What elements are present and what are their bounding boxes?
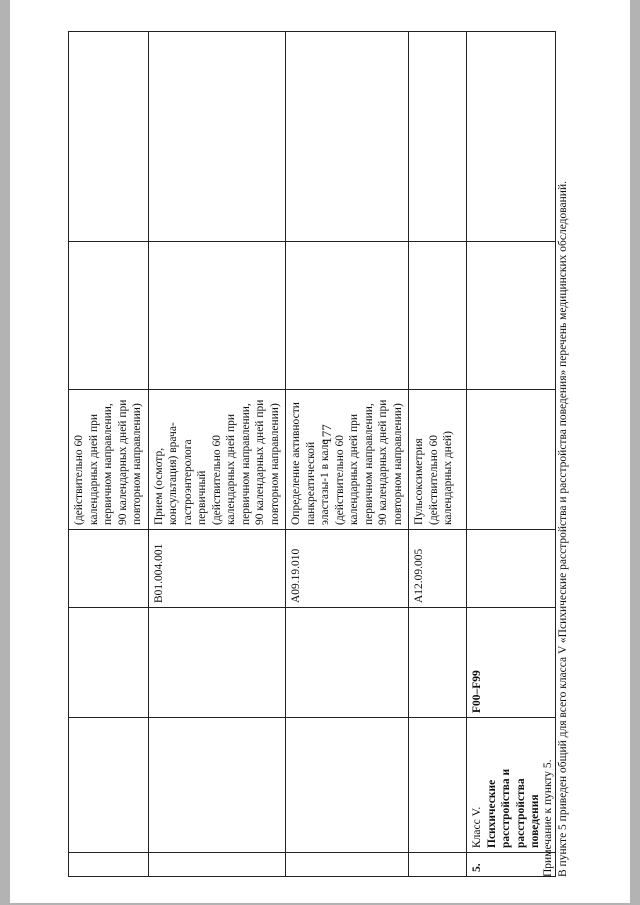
codes-cell	[148, 608, 286, 718]
extra-cell	[69, 32, 149, 242]
extra-cell	[409, 32, 467, 242]
table-row	[409, 32, 467, 877]
num-cell	[409, 853, 467, 877]
extra-cell	[286, 32, 409, 242]
class-cell	[69, 718, 149, 853]
table-row	[69, 32, 149, 877]
service-code-cell: B01.004.001	[148, 530, 286, 608]
extra-cell	[148, 32, 286, 242]
codes-cell	[69, 608, 149, 718]
note-heading: Примечание к пункту 5.	[542, 759, 554, 877]
num-cell	[69, 853, 149, 877]
codes-cell	[286, 608, 409, 718]
service-code-cell: A09.19.010	[286, 530, 409, 608]
extra-cell	[409, 242, 467, 390]
class-cell	[148, 718, 286, 853]
table-row	[286, 32, 409, 877]
service-code-cell: A12.09.005	[409, 530, 467, 608]
service-code-cell	[69, 530, 149, 608]
num-cell: 5.	[467, 853, 556, 877]
page-number: 177	[318, 424, 334, 444]
service-name-cell: (действительно 60 календарных дней при первичном направлении, 90 календарных дней при повторном направлении)	[69, 390, 149, 530]
note-text: В пункте 5 приведен общий для всего класса V «Психические расстройства и расстройства поведения» перечень медицинских обследований.	[556, 181, 569, 877]
extra-cell	[148, 242, 286, 390]
service-name-cell: Пульсоксиметрия (действительно 60 календарных дней)	[409, 390, 467, 530]
extra-cell	[69, 242, 149, 390]
class-title: Класс V.	[471, 806, 483, 848]
service-name-cell: Определение активности панкреатической эластазы-1 в кале (действительно 60 календарных дней при первичном направлении, 90 календарных дней при повторном направлении)	[286, 390, 409, 530]
codes-cell	[409, 608, 467, 718]
num-cell	[148, 853, 286, 877]
examinations-table	[68, 31, 556, 877]
extra-cell	[286, 242, 409, 390]
class-cell	[286, 718, 409, 853]
class-subtitle: Психические расстройства и расстройства поведения	[485, 768, 541, 848]
table-row	[148, 32, 286, 877]
service-name-cell: Прием (осмотр, консультация) врача-гастроэнтеролога первичный (действительно 60 календарных дней при первичном направлении, 90 календарных дней при повторном направлении)	[148, 390, 286, 530]
class-cell	[409, 718, 467, 853]
document-page	[10, 0, 630, 903]
num-cell	[286, 853, 409, 877]
note-block	[541, 32, 570, 877]
rotated-content	[68, 32, 588, 877]
codes-cell: F00–F99	[467, 608, 556, 718]
